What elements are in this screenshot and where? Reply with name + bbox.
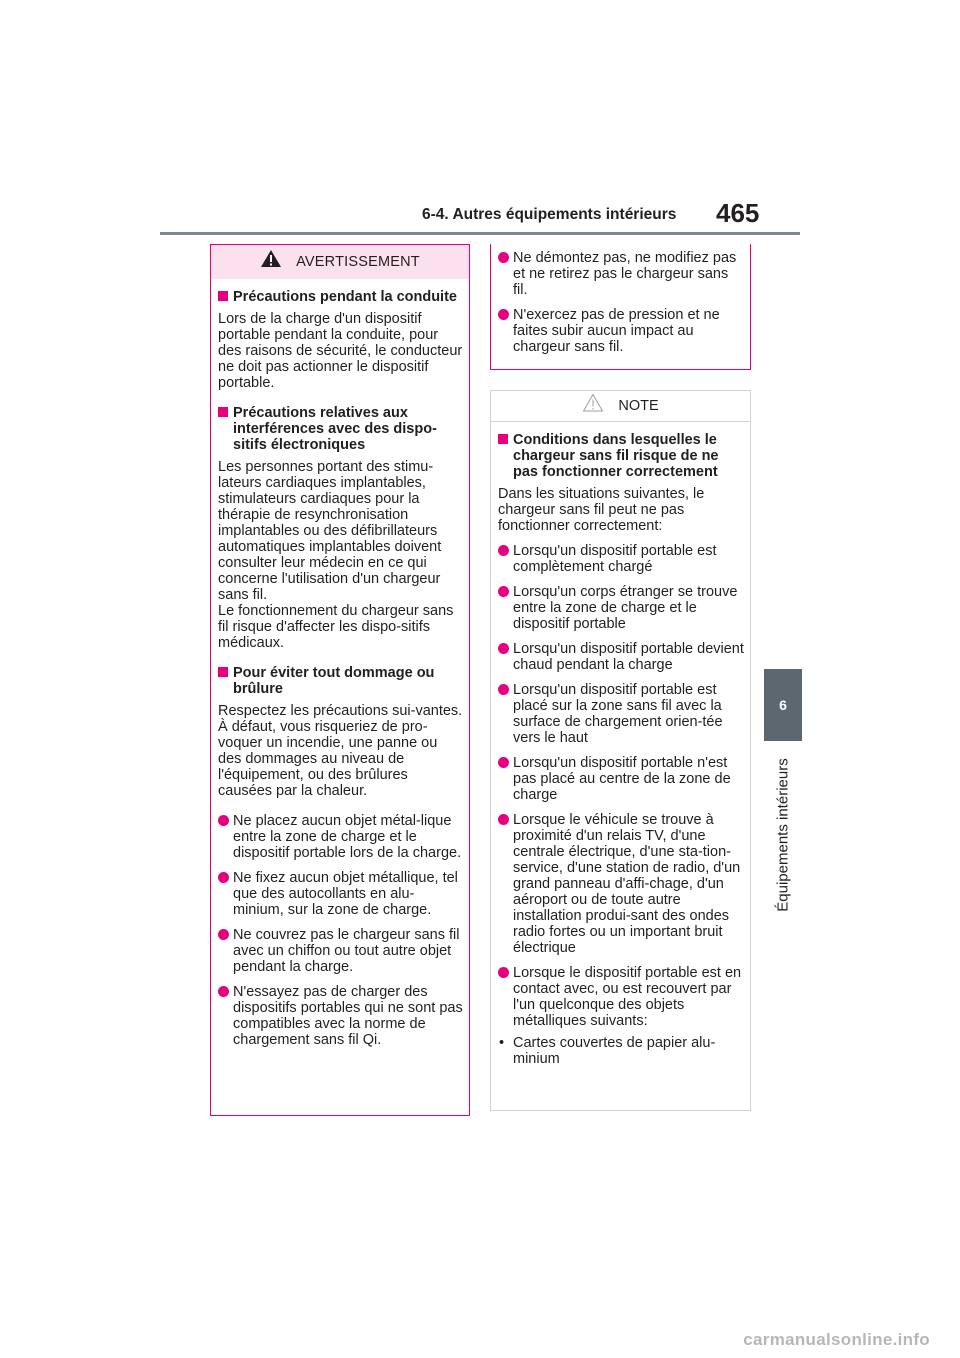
list-item: Lorsque le véhicule se trouve à proximité d'un relais TV, d'une centrale électrique, d'une sta-tion-service, d'une station de radio, d'un grand panneau d'affi-chage, d'un aéroport ou de toute autre installation produi-sant des ondes radio fortes ou un important bruit électrique <box>498 812 744 956</box>
bullet-dot-icon <box>498 586 509 597</box>
header-rule <box>160 232 800 235</box>
chapter-tab[interactable]: 6 <box>764 669 802 741</box>
bullet-dot-icon <box>218 929 229 940</box>
chapter-side-label: Équipements intérieurs <box>774 758 792 912</box>
paragraph: Les personnes portant des stimu-lateurs cardiaques implantables, stimulateurs cardiaques pour la thérapie de resynchronisation implantables ou des défibrillateurs automatiques implantables doivent consulter leur médecin en ce qui concerne l'utilisation d'un chargeur sans fil. <box>218 459 442 603</box>
list-item: Ne placez aucun objet métal-lique entre la zone de charge et le dispositif portable lors de la charge. <box>218 813 463 861</box>
section-title: Précautions relatives aux interférences avec des dispo-sitifs électroniques <box>218 405 463 453</box>
bullet-dot-icon <box>498 309 509 320</box>
sub-list-item: • Cartes couvertes de papier alu-minium <box>499 1035 716 1067</box>
list-item: N'exercez pas de pression et ne faites subir aucun impact au chargeur sans fil. <box>498 307 744 355</box>
warning-box <box>210 244 470 1116</box>
bullet-dot-icon <box>498 252 509 263</box>
warning-content <box>211 289 469 1048</box>
list-item: Ne fixez aucun objet métallique, tel que des autocollants en alu-minium, sur la zone de charge. <box>218 870 463 918</box>
warning-box-continued <box>490 244 751 370</box>
paragraph: Lors de la charge d'un dispositif portable pendant la conduite, pour des raisons de sécurité, le conducteur ne doit pas actionner le dispositif portable. <box>218 311 463 391</box>
note-content <box>491 432 750 1067</box>
page-number: 465 <box>716 198 760 228</box>
paragraph: Dans les situations suivantes, le chargeur sans fil peut ne pas fonctionner correctement: <box>498 486 705 534</box>
bullet-dot-icon <box>498 814 509 825</box>
list-item: N'essayez pas de charger des dispositifs portables qui ne sont pas compatibles avec la norme de chargement sans fil Qi. <box>218 984 463 1048</box>
section-title: Précautions pendant la conduite <box>218 289 463 305</box>
caution-triangle-icon <box>582 393 604 416</box>
watermark: carmanualsonline.info <box>743 1330 930 1349</box>
bullet-dot-icon <box>498 643 509 654</box>
warning-header <box>211 245 469 279</box>
list-item: Lorsqu'un dispositif portable n'est pas placé au centre de la zone de charge <box>498 755 744 803</box>
paragraph: À défaut, vous risqueriez de pro-voquer un incendie, une panne ou des dommages au niveau de l'équipement, ou des brûlures causées par la chaleur. <box>218 719 438 799</box>
paragraph: Le fonctionnement du chargeur sans fil risque d'affecter les dispo-sitifs médicaux. <box>218 603 454 651</box>
paragraph: Respectez les précautions sui-vantes. <box>218 703 463 719</box>
bullet-dot-icon <box>498 545 509 556</box>
section-header-title: 6-4. Autres équipements intérieurs <box>422 206 677 223</box>
list-item: Ne démontez pas, ne modifiez pas et ne retirez pas le chargeur sans fil. <box>498 250 744 298</box>
list-item: Lorsqu'un dispositif portable est complètement chargé <box>498 543 744 575</box>
warning-heading: AVERTISSEMENT <box>296 254 420 270</box>
bullet-dot-icon <box>498 684 509 695</box>
bullet-dot-icon <box>218 986 229 997</box>
section-title: Conditions dans lesquelles le chargeur sans fil risque de ne pas fonctionner correctement <box>498 432 744 480</box>
bullet-dot-icon <box>498 967 509 978</box>
list-item: Ne couvrez pas le chargeur sans fil avec un chiffon ou tout autre objet pendant la charge. <box>218 927 463 975</box>
note-box <box>490 390 751 1111</box>
section-title: Pour éviter tout dommage ou brûlure <box>218 665 463 697</box>
note-header <box>491 391 750 422</box>
list-item: Lorsque le dispositif portable est en contact avec, ou est recouvert par l'un quelconque des objets métalliques suivants: <box>498 965 744 1029</box>
bullet-dot-icon <box>218 872 229 883</box>
list-item: Lorsqu'un dispositif portable devient chaud pendant la charge <box>498 641 744 673</box>
bullet-dot-icon <box>498 757 509 768</box>
warning-continued-content <box>491 250 750 355</box>
bullet-dot-icon <box>218 815 229 826</box>
list-item: Lorsqu'un corps étranger se trouve entre la zone de charge et le dispositif portable <box>498 584 744 632</box>
list-item: Lorsqu'un dispositif portable est placé sur la zone sans fil avec la surface de chargement orien-tée vers le haut <box>498 682 744 746</box>
warning-triangle-icon <box>260 249 282 272</box>
note-heading: NOTE <box>618 398 659 414</box>
